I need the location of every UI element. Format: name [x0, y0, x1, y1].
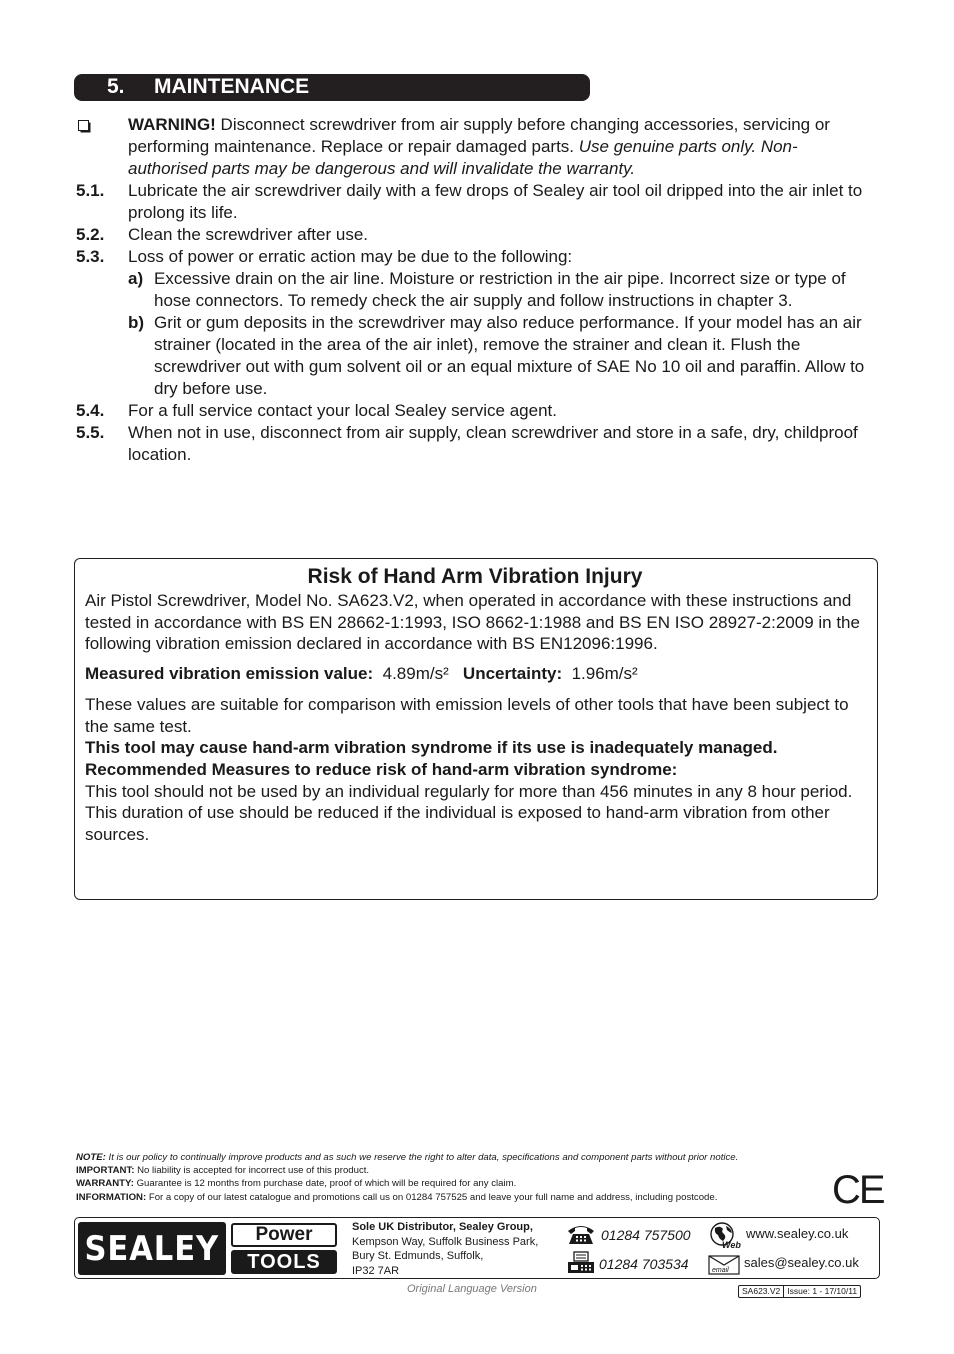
vibration-limit: This tool should not be used by an individual regularly for more than 456 minutes in any 8 hour period. — [85, 781, 853, 801]
tools-logo: TOOLS — [231, 1250, 337, 1274]
item-text: Loss of power or erratic action may be due to the following: — [128, 247, 573, 266]
item-text: Lubricate the air screwdriver daily with a few drops of Sealey air tool oil dripped into the air inlet to prolong its life. — [128, 181, 863, 222]
vibration-measurement — [85, 663, 865, 685]
item-number: 5.3. — [76, 247, 105, 266]
warranty-text: Guarantee is 12 months from purchase date, proof of which will be required for any claim. — [136, 1178, 517, 1190]
warning-italic: Use genuine parts only. Non-authorised parts may be dangerous and will invalidate the warranty. — [128, 137, 798, 178]
address-line: IP32 7AR — [352, 1264, 400, 1277]
item-text: For a full service contact your local Sealey service agent. — [128, 401, 557, 420]
footer-notes — [76, 1151, 856, 1204]
vibration-warning: This tool may cause hand-arm vibration syndrome if its use is inadequately managed. — [85, 738, 778, 758]
list-item — [76, 246, 876, 400]
important-text: No liability is accepted for incorrect use of this product. — [137, 1165, 370, 1177]
fax-icon — [566, 1251, 596, 1275]
distributor-address — [352, 1220, 538, 1278]
sealey-logo: SEALEY — [78, 1222, 226, 1275]
item-number: 5.5. — [76, 423, 105, 442]
information-text: For a copy of our latest catalogue and promotions call us on 01284 757525 and leave your full name and address, including postcode. — [148, 1191, 718, 1203]
section-number: 5. — [107, 75, 125, 98]
sub-item-label: a) — [128, 269, 144, 288]
web-globe-icon — [708, 1222, 744, 1250]
address-line: Bury St. Edmunds, Suffolk, — [352, 1250, 484, 1262]
warning-label: WARNING! — [128, 115, 216, 134]
address-line: Kempson Way, Suffolk Business Park, — [352, 1235, 539, 1248]
sub-item-text: Grit or gum deposits in the screwdriver may also reduce performance. If your model has an air strainer (located in the area of the air inlet), remove the strainer and clean it. Flush the screwdriver out with gum solvent oil or an equal mixture of SAE No 10 oil and paraffin. Allow to dry before use. — [154, 313, 865, 398]
item-number: 5.2. — [76, 225, 105, 244]
checkbox-icon — [78, 120, 89, 131]
phone-icon — [566, 1223, 596, 1245]
warranty-label: WARRANTY: — [76, 1178, 134, 1190]
note-label: NOTE: — [76, 1152, 106, 1163]
warning-row — [76, 114, 876, 180]
original-language-note: Original Language Version — [407, 1283, 537, 1295]
phone-number[interactable]: 01284 757500 — [601, 1227, 691, 1243]
item-number: 5.4. — [76, 401, 105, 420]
sub-item — [128, 268, 876, 312]
item-number: 5.1. — [76, 181, 105, 200]
fax-number: 01284 703534 — [599, 1256, 689, 1272]
measured-value: 4.89m/s² — [382, 664, 449, 684]
distributor-name: Sole UK Distributor, Sealey Group, — [352, 1221, 533, 1233]
ce-mark: CE — [832, 1168, 884, 1212]
vibration-measures-heading: Recommended Measures to reduce risk of hand-arm vibration syndrome: — [85, 759, 678, 779]
sub-item-text: Excessive drain on the air line. Moisture or restriction in the air pipe. Incorrect size or type of hose connectors. To remedy check the air supply and follow instructions in chapter 3. — [154, 269, 846, 310]
note-text: It is our policy to continually improve products and as such we reserve the right to alter data, specifications and component parts without prior notice. — [108, 1152, 739, 1163]
section-title: MAINTENANCE — [154, 75, 310, 98]
email-link[interactable]: sales@sealey.co.uk — [744, 1255, 859, 1270]
vibration-title: Risk of Hand Arm Vibration Injury — [307, 565, 643, 588]
warning-text: Disconnect screwdriver from air supply before changing accessories, servicing or performing maintenance. Replace or repair damaged parts. — [128, 115, 830, 156]
vibration-comparison: These values are suitable for comparison with emission levels of other tools that have been subject to the same test. — [85, 694, 849, 736]
issue-info: Issue: 1 - 17/10/11 — [783, 1286, 860, 1297]
list-item — [76, 400, 876, 422]
uncertainty-value: 1.96m/s² — [571, 664, 638, 684]
sub-item — [128, 312, 876, 400]
vibration-intro: Air Pistol Screwdriver, Model No. SA623.V2, when operated in accordance with these instructions and tested in accordance with BS EN 28662-1:1993, ISO 8662-1:1988 and BS EN ISO 28927-2:2009 in the following vibration emission declared in accordance with BS EN12096:1996. — [85, 591, 860, 654]
list-item — [76, 422, 876, 466]
information-label: INFORMATION: — [76, 1191, 147, 1203]
list-item — [76, 180, 876, 224]
vibration-box — [74, 558, 878, 900]
section-header — [74, 74, 590, 101]
web-icon-label: Web — [722, 1240, 741, 1250]
uncertainty-label: Uncertainty: — [462, 664, 563, 684]
important-label: IMPORTANT: — [76, 1165, 135, 1177]
model-code: SA623.V2 — [742, 1286, 781, 1296]
measured-label: Measured vibration emission value: — [85, 664, 374, 684]
item-text: Clean the screwdriver after use. — [128, 225, 368, 244]
item-text: When not in use, disconnect from air supply, clean screwdriver and store in a safe, dry, childproof location. — [128, 423, 858, 464]
email-envelope-icon — [708, 1255, 740, 1275]
maintenance-list — [76, 114, 876, 466]
vibration-reduce: This duration of use should be reduced if the individual is exposed to hand-arm vibration from other sources. — [85, 803, 830, 845]
list-item — [76, 224, 876, 246]
power-logo: Power — [231, 1223, 337, 1247]
website-link[interactable]: www.sealey.co.uk — [746, 1226, 849, 1241]
email-icon-label: email — [712, 1267, 729, 1274]
sub-item-label: b) — [128, 313, 145, 332]
issue-box — [738, 1285, 861, 1298]
